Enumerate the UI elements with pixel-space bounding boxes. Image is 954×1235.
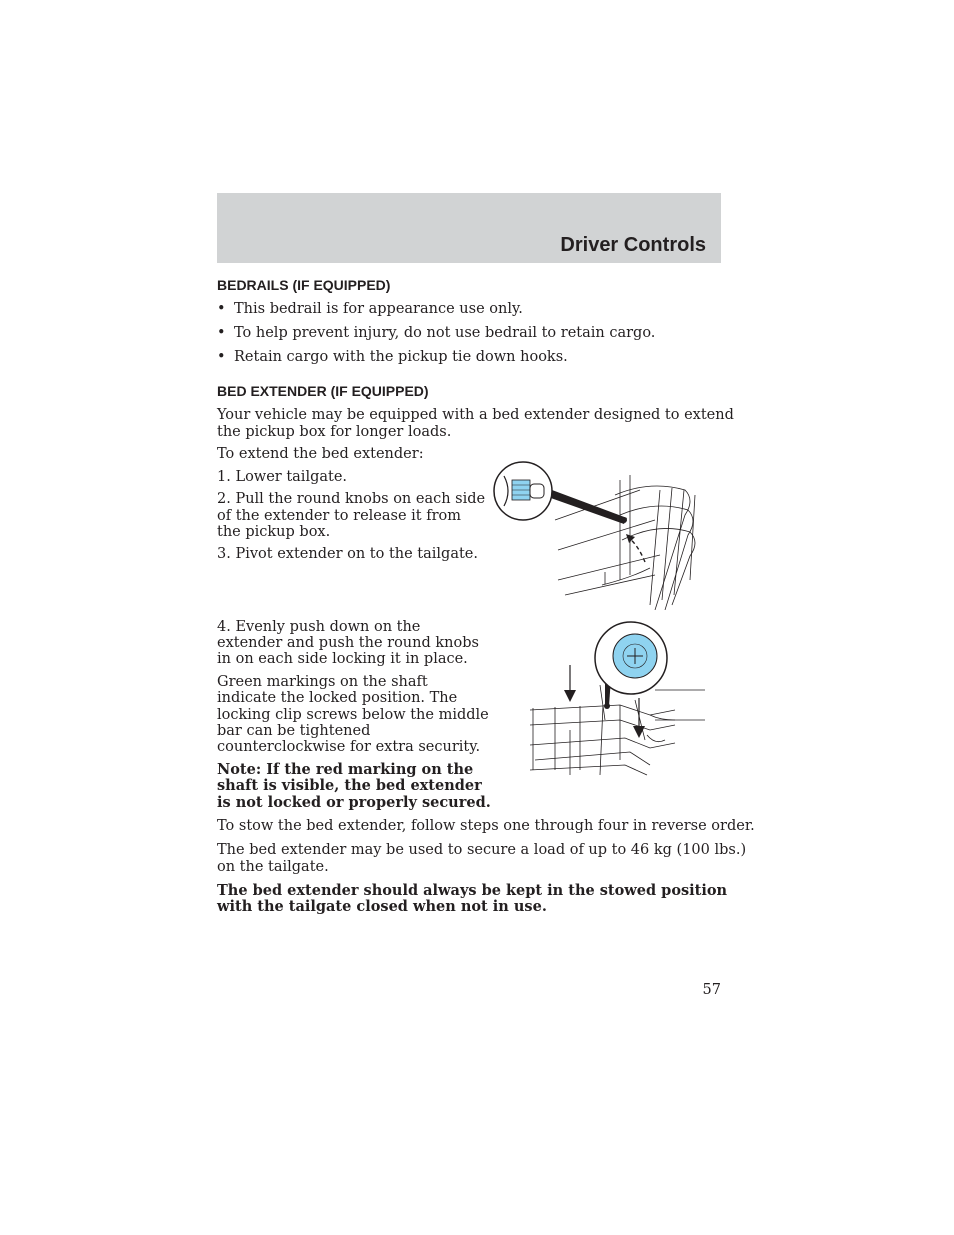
bullet-text: To help prevent injury, do not use bedrail to retain cargo. <box>234 325 656 341</box>
load-line: The bed extender may be used to secure a load of up to 46 kg (100 lbs.) <box>217 842 747 858</box>
step-4-line: extender and push the round knobs <box>217 635 479 651</box>
intro-line: the pickup box for longer loads. <box>217 424 452 440</box>
green-markings-line: Green markings on the shaft <box>217 674 428 690</box>
bed-extender-release-illustration <box>490 460 712 610</box>
green-markings-line: locking clip screws below the middle <box>217 707 489 723</box>
green-markings-line: bar can be tightened <box>217 723 371 739</box>
bullet-item: • To help prevent injury, do not use bedrail to retain cargo. <box>217 325 656 341</box>
page-number: 57 <box>702 982 721 998</box>
step-4-line: in on each side locking it in place. <box>217 651 468 667</box>
step-1: 1. Lower tailgate. <box>217 469 348 485</box>
bed-extender-lock-illustration <box>525 620 710 785</box>
bullet-item: • Retain cargo with the pickup tie down hooks. <box>217 349 568 365</box>
step-2-line: 2. Pull the round knobs on each side <box>217 491 486 507</box>
to-extend-text: To extend the bed extender: <box>217 446 424 462</box>
load-line: on the tailgate. <box>217 859 329 875</box>
green-markings-line: counterclockwise for extra security. <box>217 739 481 755</box>
bullet-text: This bedrail is for appearance use only. <box>234 301 523 317</box>
section-title: Driver Controls <box>560 234 706 256</box>
warning-line: with the tailgate closed when not in use. <box>217 898 547 915</box>
step-3: 3. Pivot extender on to the tailgate. <box>217 546 478 562</box>
step-4-line: 4. Evenly push down on the <box>217 619 421 635</box>
section-header-band <box>217 193 721 263</box>
stow-text: To stow the bed extender, follow steps one through four in reverse order. <box>217 818 755 834</box>
note-line: Note: If the red marking on the <box>217 761 474 778</box>
step-2-line: of the extender to release it from <box>217 508 461 524</box>
intro-line: Your vehicle may be equipped with a bed extender designed to extend <box>217 407 734 423</box>
bullet-text: Retain cargo with the pickup tie down hooks. <box>234 349 568 365</box>
bedrails-heading: BEDRAILS (IF EQUIPPED) <box>217 277 391 293</box>
note-line: is not locked or properly secured. <box>217 794 491 811</box>
green-markings-line: indicate the locked position. The <box>217 690 458 706</box>
bullet-item: • This bedrail is for appearance use only. <box>217 301 523 317</box>
note-line: shaft is visible, the bed extender <box>217 777 482 794</box>
step-2-line: the pickup box. <box>217 524 331 540</box>
bed-extender-heading: BED EXTENDER (IF EQUIPPED) <box>217 383 429 399</box>
warning-line: The bed extender should always be kept in the stowed position <box>217 882 728 899</box>
